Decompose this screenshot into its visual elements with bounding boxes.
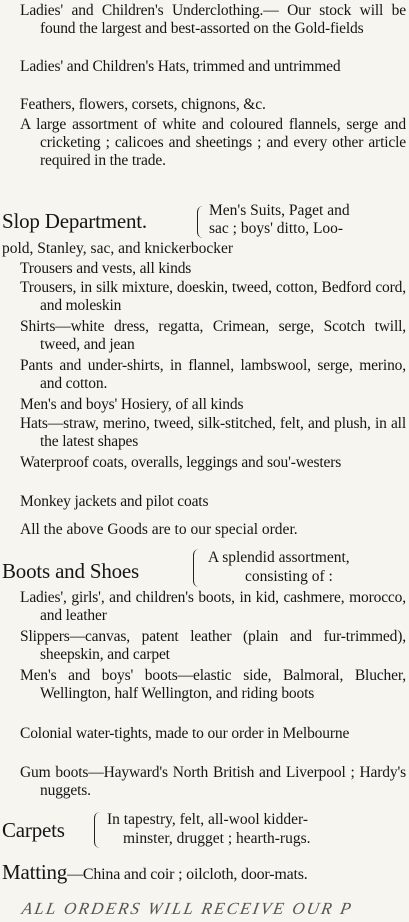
section-note: In tapestry, felt, all-wool kidder- xyxy=(107,811,308,828)
brace-icon xyxy=(197,206,206,238)
section-heading: Carpets xyxy=(2,818,65,842)
brace-icon xyxy=(94,812,103,848)
section-note: pold, Stanley, sac, and knickerbocker xyxy=(2,240,233,257)
list-item: Trousers and vests, all kinds xyxy=(20,260,192,277)
list-item: Colonial water-tights, made to our order in Melbourne xyxy=(20,725,350,742)
section-heading: Slop Department. xyxy=(2,209,147,233)
section-note: sac ; boys' ditto, Loo- xyxy=(209,220,344,237)
list-item: A large assortment of white and coloured flannels, serge and cricketing ; calicoes and sheetings ; and every other article required in the trade. xyxy=(20,116,406,170)
list-item: Gum boots—Hayward's North British and Liverpool ; Hardy's nuggets. xyxy=(20,764,406,800)
list-item: Feathers, flowers, corsets, chignons, &c. xyxy=(20,96,266,113)
section-heading xyxy=(2,860,308,885)
list-item: Hats—straw, merino, tweed, silk-stitched, felt, and plush, in all the latest shapes xyxy=(20,415,406,451)
special-order-note: All the above Goods are to our special order. xyxy=(20,521,298,538)
section-note: A splendid assortment, xyxy=(208,549,350,566)
list-item: Ladies' and Children's Hats, trimmed and untrimmed xyxy=(20,58,341,75)
section-heading: Boots and Shoes xyxy=(2,559,140,583)
list-item: Waterproof coats, overalls, leggings and sou'-westers xyxy=(20,454,342,471)
list-item: Monkey jackets and pilot coats xyxy=(20,493,209,510)
section-note: minster, drugget ; hearth-rugs. xyxy=(123,830,311,847)
section-note: Men's Suits, Paget and xyxy=(209,202,350,219)
matting-text: —China and coir ; oilcloth, door-mats. xyxy=(67,866,308,883)
list-item: Pants and under-shirts, in flannel, lambswool, serge, merino, and cotton. xyxy=(20,357,406,393)
matting-heading: Matting xyxy=(2,860,68,884)
brace-icon xyxy=(193,549,202,587)
section-note: consisting of : xyxy=(245,568,333,585)
footer-banner: ALL ORDERS WILL RECEIVE OUR P xyxy=(20,899,355,918)
list-item: Ladies' and Children's Underclothing.— Our stock will be found the largest and best-assorted on the Gold-fields xyxy=(20,2,406,38)
list-item: Men's and boys' Hosiery, of all kinds xyxy=(20,396,244,413)
list-item: Ladies', girls', and children's boots, in kid, cashmere, morocco, and leather xyxy=(20,589,406,625)
list-item: Slippers—canvas, patent leather (plain and fur-trimmed), sheepskin, and carpet xyxy=(20,628,406,664)
list-item: Men's and boys' boots—elastic side, Balmoral, Blucher, Wellington, half Wellington, and riding boots xyxy=(20,667,406,703)
list-item: Trousers, in silk mixture, doeskin, tweed, cotton, Bedford cord, and moleskin xyxy=(20,279,406,315)
list-item: Shirts—white dress, regatta, Crimean, serge, Scotch twill, tweed, and jean xyxy=(20,318,406,354)
